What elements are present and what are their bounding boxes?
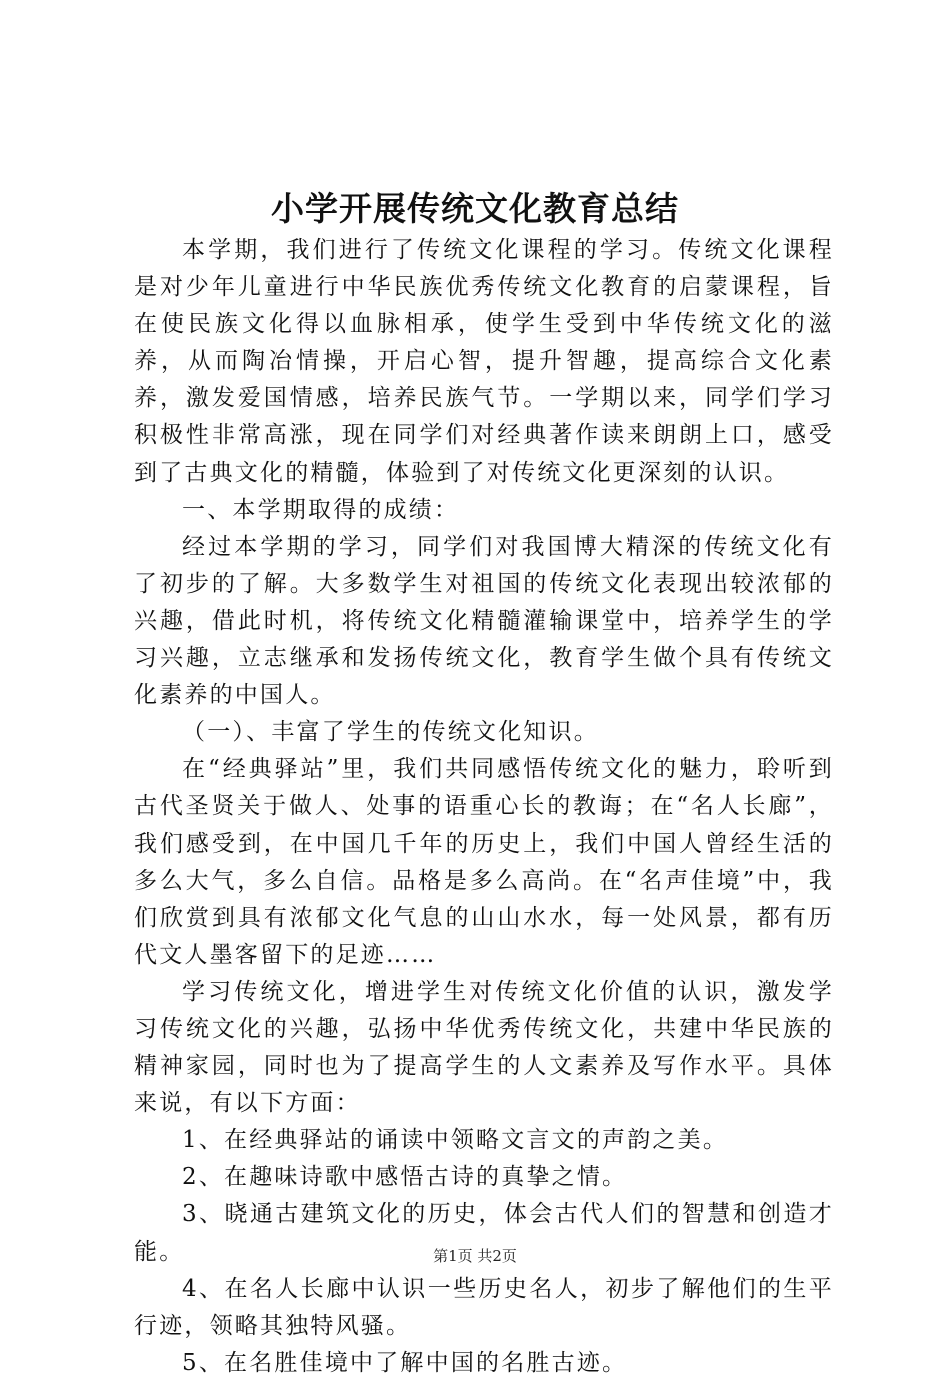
list-item-4: 4、在名人长廊中认识一些历史名人，初步了解他们的生平行迹，领略其独特风骚。	[134, 1275, 834, 1339]
list-item-5: 5、在名胜佳境中了解中国的名胜古迹。	[182, 1349, 628, 1376]
page-footer: 第1页 共2页	[433, 1247, 517, 1265]
paragraph-classic-station: 在“经典驿站”里，我们共同感悟传统文化的魅力，聆听到古代圣贤关于做人、处事的语重心长的教诲；在“名人长廊”，我们感受到，在中国几千年的历史上，我们中国人曾经生活的多么大气，多么自信。品格是多么高尚。在“名声佳境”中，我们欣赏到具有浓郁文化气息的山山水水，每一处风景，都有历代文人墨客留下的足迹……	[134, 756, 834, 968]
paragraph-learning-goals: 学习传统文化，增进学生对传统文化价值的认识，激发学习传统文化的兴趣，弘扬中华优秀传统文化，共建中华民族的精神家园，同时也为了提高学生的人文素养及写作水平。具体来说，有以下方面：	[134, 978, 834, 1117]
list-item-3: 3、晓通古建筑文化的历史，体会古代人们的智慧和创造才能。	[134, 1201, 834, 1265]
document-title: 小学开展传统文化教育总结	[271, 189, 679, 228]
document-body	[134, 232, 834, 1382]
list-item-1: 1、在经典驿站的诵读中领略文言文的声韵之美。	[182, 1127, 729, 1154]
subsection-heading-knowledge: （一）、丰富了学生的传统文化知识。	[182, 719, 599, 746]
section-heading-achievements: 一、本学期取得的成绩：	[182, 496, 460, 523]
paragraph-achievements: 经过本学期的学习，同学们对我国博大精深的传统文化有了初步的了解。大多数学生对祖国的传统文化表现出较浓郁的兴趣，借此时机，将传统文化精髓灌输课堂中，培养学生的学习兴趣，立志继承和发扬传统文化，教育学生做个具有传统文化素养的中国人。	[134, 533, 834, 709]
list-item-2: 2、在趣味诗歌中感悟古诗的真挚之情。	[182, 1164, 628, 1191]
paragraph-intro: 本学期，我们进行了传统文化课程的学习。传统文化课程是对少年儿童进行中华民族优秀传统文化教育的启蒙课程，旨在使民族文化得以血脉相承，使学生受到中华传统文化的滋养，从而陶冶情操，开启心智，提升智趣，提高综合文化素养，激发爱国情感，培养民族气节。一学期以来，同学们学习积极性非常高涨，现在同学们对经典著作读来朗朗上口，感受到了古典文化的精髓，体验到了对传统文化更深刻的认识。	[134, 237, 834, 486]
